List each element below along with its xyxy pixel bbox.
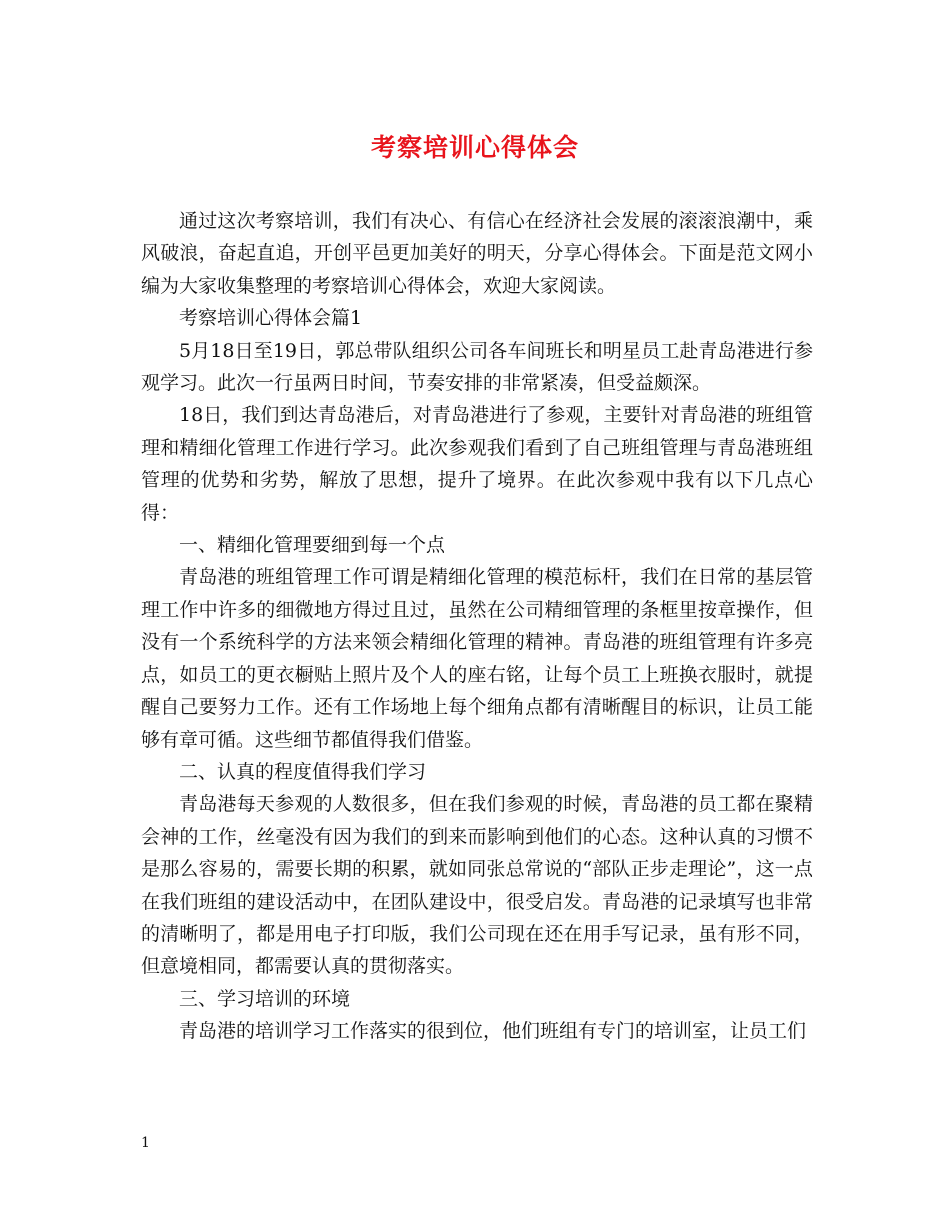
page-number: 1 (141, 1135, 150, 1151)
document-body (141, 205, 813, 1048)
body-paragraph: 18日，我们到达青岛港后，对青岛港进行了参观，主要针对青岛港的班组管理和精细化管理工作进行学习。此次参观我们看到了自己班组管理与青岛港班组管理的优势和劣势，解放了思想，提升了境界。在此次参观中我有以下几点心得： (141, 404, 813, 524)
body-paragraph: 青岛港的培训学习工作落实的很到位，他们班组有专门的培训室，让员工们 (179, 1020, 807, 1043)
subheading-3: 三、学习培训的环境 (179, 987, 351, 1010)
document-title: 考察培训心得体会 (370, 133, 579, 162)
body-paragraph: 青岛港每天参观的人数很多，但在我们参观的时候，青岛港的员工都在聚精会神的工作，丝毫没有因为我们的到来而影响到他们的心态。这种认真的习惯不是那么容易的，需要长期的积累，就如同张总常说的“部队正步走理论”，这一点在我们班组的建设活动中，在团队建设中，很受启发。青岛港的记录填写也非常的清晰明了，都是用电子打印版，我们公司现在还在用手写记录，虽有形不同，但意境相同，都需要认真的贯彻落实。 (141, 793, 813, 978)
subheading-1: 一、精细化管理要细到每一个点 (179, 534, 446, 557)
section-heading: 考察培训心得体会篇1 (179, 307, 363, 330)
body-paragraph: 青岛港的班组管理工作可谓是精细化管理的模范标杆，我们在日常的基层管理工作中许多的细微地方得过且过，虽然在公司精细管理的条框里按章操作，但没有一个系统科学的方法来领会精细化管理的精神。青岛港的班组管理有许多亮点，如员工的更衣橱贴上照片及个人的座右铭，让每个员工上班换衣服时，就提醒自己要努力工作。还有工作场地上每个细角点都有清晰醒目的标识，让员工能够有章可循。这些细节都值得我们借鉴。 (141, 566, 813, 751)
body-paragraph: 5月18日至19日，郭总带队组织公司各车间班长和明星员工赴青岛港进行参观学习。此次一行虽两日时间，节奏安排的非常紧凑，但受益颇深。 (141, 339, 813, 395)
intro-paragraph: 通过这次考察培训，我们有决心、有信心在经济社会发展的滚滚浪潮中，乘风破浪，奋起直追，开创平邑更加美好的明天，分享心得体会。下面是范文网小编为大家收集整理的考察培训心得体会，欢迎大家阅读。 (141, 210, 813, 297)
subheading-2: 二、认真的程度值得我们学习 (179, 760, 427, 783)
